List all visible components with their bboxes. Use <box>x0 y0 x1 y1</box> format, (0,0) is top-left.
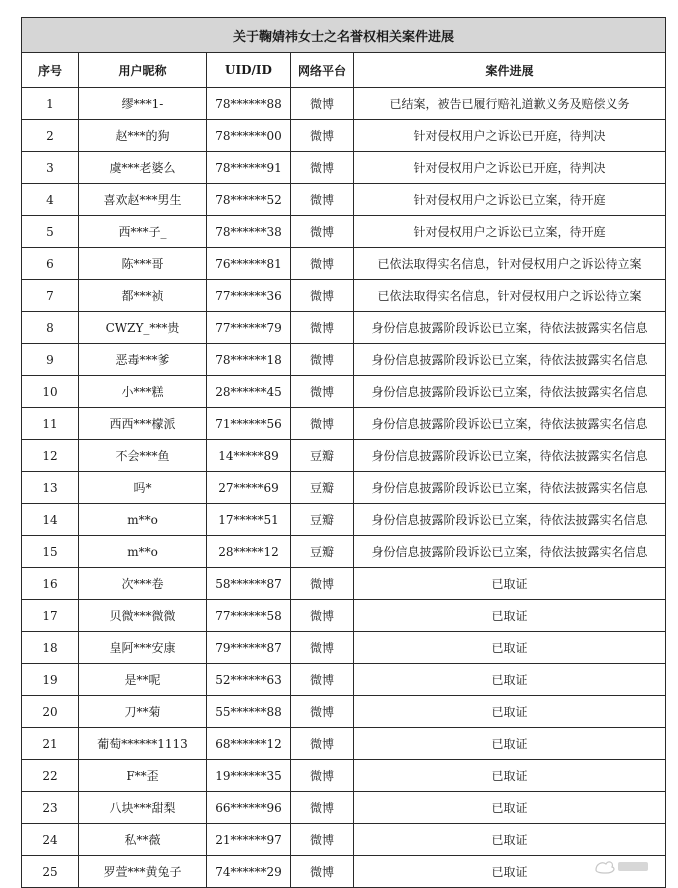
table-row <box>22 632 666 664</box>
cell-platform: 微博 <box>291 312 354 344</box>
table-body <box>22 18 666 888</box>
cell-index: 4 <box>22 184 79 216</box>
cell-uid: 78******38 <box>207 216 291 248</box>
header-index: 序号 <box>22 53 79 88</box>
cell-index: 9 <box>22 344 79 376</box>
cell-nickname: 恶毒***爹 <box>79 344 207 376</box>
table-row <box>22 728 666 760</box>
cell-progress: 针对侵权用户之诉讼已开庭，待判决 <box>354 152 666 184</box>
table-title: 关于鞠婧祎女士之名誉权相关案件进展 <box>22 18 666 53</box>
cell-progress: 针对侵权用户之诉讼已开庭，待判决 <box>354 120 666 152</box>
cell-progress: 已依法取得实名信息，针对侵权用户之诉讼待立案 <box>354 280 666 312</box>
header-nickname: 用户昵称 <box>79 53 207 88</box>
table-row <box>22 856 666 888</box>
cell-uid: 27*****69 <box>207 472 291 504</box>
header-uid: UID/ID <box>207 53 291 88</box>
table-row <box>22 536 666 568</box>
table-row <box>22 504 666 536</box>
cell-platform: 微博 <box>291 120 354 152</box>
table-row <box>22 312 666 344</box>
cell-index: 14 <box>22 504 79 536</box>
cell-progress: 已取证 <box>354 760 666 792</box>
cell-nickname: 喜欢赵***男生 <box>79 184 207 216</box>
cell-index: 18 <box>22 632 79 664</box>
cell-index: 12 <box>22 440 79 472</box>
weibo-watermark-icon <box>592 856 652 876</box>
cell-nickname: 贝微***微微 <box>79 600 207 632</box>
cell-platform: 微博 <box>291 216 354 248</box>
cell-platform: 微博 <box>291 856 354 888</box>
table-row <box>22 696 666 728</box>
table-row <box>22 792 666 824</box>
cell-progress: 已取证 <box>354 632 666 664</box>
cell-uid: 52******63 <box>207 664 291 696</box>
cell-uid: 77******79 <box>207 312 291 344</box>
cell-progress: 身份信息披露阶段诉讼已立案，待依法披露实名信息 <box>354 504 666 536</box>
cell-uid: 14*****89 <box>207 440 291 472</box>
table-row <box>22 600 666 632</box>
cell-platform: 微博 <box>291 344 354 376</box>
cell-uid: 66******96 <box>207 792 291 824</box>
cell-progress: 已取证 <box>354 568 666 600</box>
cell-platform: 豆瓣 <box>291 536 354 568</box>
cell-platform: 微博 <box>291 632 354 664</box>
table-row <box>22 664 666 696</box>
cell-nickname: 私**薇 <box>79 824 207 856</box>
cell-platform: 微博 <box>291 408 354 440</box>
cell-nickname: 小***糕 <box>79 376 207 408</box>
cell-uid: 21******97 <box>207 824 291 856</box>
header-platform: 网络平台 <box>291 53 354 88</box>
table-row <box>22 472 666 504</box>
table-row <box>22 824 666 856</box>
cell-uid: 17*****51 <box>207 504 291 536</box>
cell-index: 13 <box>22 472 79 504</box>
cell-nickname: 西***子_ <box>79 216 207 248</box>
cell-index: 19 <box>22 664 79 696</box>
cell-uid: 78******00 <box>207 120 291 152</box>
cell-progress: 已取证 <box>354 664 666 696</box>
cell-nickname: CWZY_***贵 <box>79 312 207 344</box>
cell-progress: 身份信息披露阶段诉讼已立案，待依法披露实名信息 <box>354 408 666 440</box>
cell-progress: 身份信息披露阶段诉讼已立案，待依法披露实名信息 <box>354 440 666 472</box>
cell-uid: 55******88 <box>207 696 291 728</box>
cell-platform: 微博 <box>291 824 354 856</box>
cell-nickname: 陈***哥 <box>79 248 207 280</box>
cell-index: 6 <box>22 248 79 280</box>
table-row <box>22 152 666 184</box>
case-progress-table <box>21 17 666 888</box>
cell-index: 22 <box>22 760 79 792</box>
cell-uid: 28******45 <box>207 376 291 408</box>
cell-nickname: 罗萱***黄兔子 <box>79 856 207 888</box>
cell-nickname: 缪***1- <box>79 88 207 120</box>
cell-uid: 71******56 <box>207 408 291 440</box>
table-row <box>22 760 666 792</box>
cell-uid: 74******29 <box>207 856 291 888</box>
cell-uid: 77******58 <box>207 600 291 632</box>
table-row <box>22 280 666 312</box>
cell-nickname: 葡萄******1113 <box>79 728 207 760</box>
cell-uid: 77******36 <box>207 280 291 312</box>
cell-progress: 已取证 <box>354 856 666 888</box>
cell-uid: 68******12 <box>207 728 291 760</box>
cell-index: 2 <box>22 120 79 152</box>
cell-progress: 已依法取得实名信息，针对侵权用户之诉讼待立案 <box>354 248 666 280</box>
cell-index: 3 <box>22 152 79 184</box>
cell-progress: 已取证 <box>354 728 666 760</box>
cell-uid: 78******91 <box>207 152 291 184</box>
cell-uid: 58******87 <box>207 568 291 600</box>
cell-progress: 身份信息披露阶段诉讼已立案，待依法披露实名信息 <box>354 376 666 408</box>
cell-nickname: 次***卷 <box>79 568 207 600</box>
cell-nickname: 虞***老婆么 <box>79 152 207 184</box>
cell-nickname: 吗* <box>79 472 207 504</box>
cell-index: 21 <box>22 728 79 760</box>
cell-progress: 身份信息披露阶段诉讼已立案，待依法披露实名信息 <box>354 472 666 504</box>
header-progress: 案件进展 <box>354 53 666 88</box>
table-row <box>22 408 666 440</box>
cell-index: 7 <box>22 280 79 312</box>
table-row <box>22 120 666 152</box>
cell-index: 8 <box>22 312 79 344</box>
cell-platform: 微博 <box>291 568 354 600</box>
cell-index: 23 <box>22 792 79 824</box>
cell-uid: 78******18 <box>207 344 291 376</box>
cell-index: 17 <box>22 600 79 632</box>
cell-nickname: 赵***的狗 <box>79 120 207 152</box>
cell-uid: 19******35 <box>207 760 291 792</box>
cell-progress: 针对侵权用户之诉讼已立案，待开庭 <box>354 216 666 248</box>
cell-nickname: 不会***鱼 <box>79 440 207 472</box>
table-row <box>22 440 666 472</box>
case-progress-document <box>21 17 665 888</box>
cell-progress: 已取证 <box>354 824 666 856</box>
cell-index: 10 <box>22 376 79 408</box>
cell-nickname: m**o <box>79 536 207 568</box>
cell-nickname: m**o <box>79 504 207 536</box>
table-row <box>22 568 666 600</box>
table-row <box>22 248 666 280</box>
cell-index: 16 <box>22 568 79 600</box>
cell-progress: 已取证 <box>354 600 666 632</box>
cell-index: 11 <box>22 408 79 440</box>
cell-platform: 微博 <box>291 184 354 216</box>
cell-platform: 微博 <box>291 280 354 312</box>
cell-progress: 已结案，被告已履行赔礼道歉义务及赔偿义务 <box>354 88 666 120</box>
cell-uid: 79******87 <box>207 632 291 664</box>
cell-platform: 微博 <box>291 88 354 120</box>
cell-index: 20 <box>22 696 79 728</box>
table-row <box>22 344 666 376</box>
table-title-row <box>22 18 666 53</box>
cell-index: 5 <box>22 216 79 248</box>
cell-progress: 已取证 <box>354 792 666 824</box>
cell-nickname: F**歪 <box>79 760 207 792</box>
table-header-row <box>22 53 666 88</box>
cell-platform: 豆瓣 <box>291 504 354 536</box>
cell-uid: 28*****12 <box>207 536 291 568</box>
cell-platform: 微博 <box>291 600 354 632</box>
cell-uid: 76******81 <box>207 248 291 280</box>
cell-progress: 身份信息披露阶段诉讼已立案，待依法披露实名信息 <box>354 312 666 344</box>
table-row <box>22 184 666 216</box>
cell-progress: 针对侵权用户之诉讼已立案，待开庭 <box>354 184 666 216</box>
table-row <box>22 88 666 120</box>
cell-nickname: 都***祯 <box>79 280 207 312</box>
cell-index: 24 <box>22 824 79 856</box>
cell-nickname: 西西***檬派 <box>79 408 207 440</box>
cell-nickname: 刀**菊 <box>79 696 207 728</box>
cell-platform: 豆瓣 <box>291 472 354 504</box>
cell-platform: 微博 <box>291 152 354 184</box>
cell-platform: 微博 <box>291 728 354 760</box>
cell-platform: 微博 <box>291 760 354 792</box>
cell-progress: 身份信息披露阶段诉讼已立案，待依法披露实名信息 <box>354 536 666 568</box>
cell-uid: 78******88 <box>207 88 291 120</box>
table-row <box>22 376 666 408</box>
table-row <box>22 216 666 248</box>
cell-progress: 身份信息披露阶段诉讼已立案，待依法披露实名信息 <box>354 344 666 376</box>
cell-uid: 78******52 <box>207 184 291 216</box>
cell-nickname: 八块***甜梨 <box>79 792 207 824</box>
cell-nickname: 皇阿***安康 <box>79 632 207 664</box>
cell-platform: 微博 <box>291 248 354 280</box>
cell-platform: 微博 <box>291 696 354 728</box>
cell-platform: 微博 <box>291 664 354 696</box>
cell-index: 25 <box>22 856 79 888</box>
cell-platform: 微博 <box>291 792 354 824</box>
cell-platform: 豆瓣 <box>291 440 354 472</box>
cell-index: 1 <box>22 88 79 120</box>
cell-platform: 微博 <box>291 376 354 408</box>
cell-progress: 已取证 <box>354 696 666 728</box>
cell-index: 15 <box>22 536 79 568</box>
cell-nickname: 是**呢 <box>79 664 207 696</box>
